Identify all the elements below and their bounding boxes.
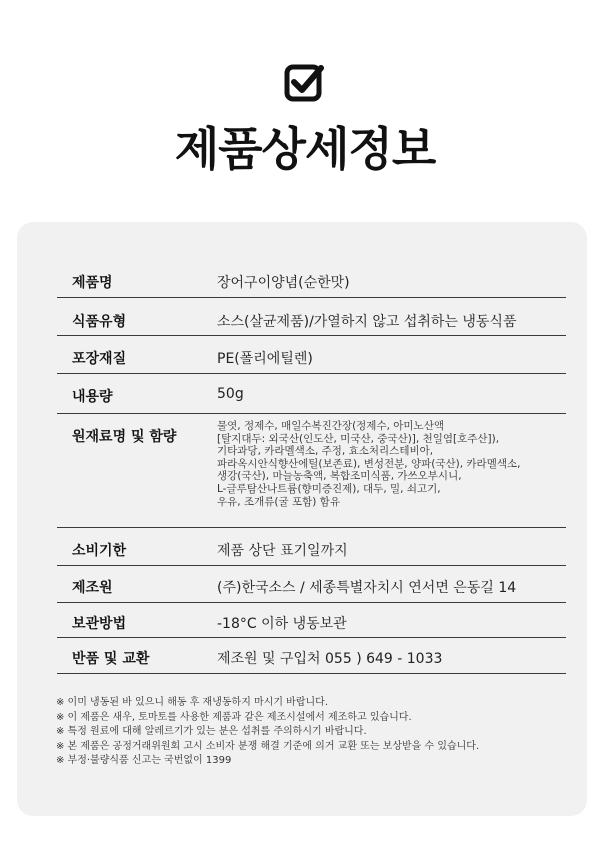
info-row-return-exchange (57, 638, 566, 674)
page-title: 제품상세정보 (174, 122, 436, 176)
ingredients-text (217, 420, 562, 508)
notice-item: ※ 이미 냉동된 바 있으니 해동 후 재냉동하지 마시기 바랍니다. (56, 697, 329, 708)
row-label: 원재료명 및 함량 (72, 429, 177, 445)
row-label: 소비기한 (72, 543, 127, 559)
notice-list (56, 696, 479, 769)
ingredients-line: 파라옥시안식향산에틸(보존료), 변성전분, 양파(국산), 카라멜색소, (217, 457, 521, 470)
notice-item: ※ 특정 원료에 대해 알레르기가 있는 분은 섭취를 주의하시기 바랍니다. (56, 726, 367, 738)
row-label: 식품유형 (72, 314, 127, 330)
info-row-net-content (57, 374, 566, 414)
info-row-expiration (57, 528, 566, 566)
row-label: 보관방법 (72, 616, 127, 632)
row-value: 장어구이양념(순한맛) (217, 275, 350, 291)
ingredients-line: 기타과당, 카라멜색소, 주정, 효소처리스테비아, (217, 445, 434, 458)
ingredients-line: 생강(국산), 마늘농축액, 복합조미식품, 가쓰오부시니, (217, 470, 462, 483)
info-row-manufacturer (57, 566, 566, 603)
row-value: 제품 상단 표기일까지 (217, 543, 348, 559)
info-row-ingredients (57, 414, 566, 528)
notice-item: ※ 이 제품은 새우, 토마토를 사용한 제품과 같은 제조시설에서 제조하고 있습니다. (56, 711, 412, 723)
ingredients-line: 물엿, 정제수, 매일수복진간장(정제수, 아미노산액 (217, 420, 444, 432)
row-value: 제조원 및 구입처 055 ) 649 - 1033 (217, 651, 443, 667)
info-table (57, 260, 566, 674)
row-label: 제품명 (72, 275, 113, 291)
row-label: 반품 및 교환 (72, 651, 150, 667)
product-info-card (17, 222, 587, 816)
row-label: 포장재질 (72, 351, 127, 367)
ingredients-line: L-글루탐산나트륨(향미증진제), 대두, 밀, 쇠고기, (217, 482, 441, 495)
ingredients-line: 우유, 조개류(굴 포함) 함유 (217, 495, 340, 508)
row-value: PE(폴리에틸렌) (217, 351, 313, 367)
notice-item: ※ 본 제품은 공정거래위원회 고시 소비자 분쟁 해결 기준에 의거 교환 또는 보상받을 수 있습니다. (56, 740, 480, 752)
row-value: 50g (217, 386, 244, 402)
info-row-food-type (57, 298, 566, 336)
info-row-packaging (57, 336, 566, 374)
row-label: 제조원 (72, 580, 113, 596)
info-row-storage (57, 603, 566, 638)
row-value: (주)한국소스 / 세종특별자치시 연서면 은동길 14 (217, 580, 517, 596)
row-value: 소스(살균제품)/가열하지 않고 섭취하는 냉동식품 (217, 314, 517, 330)
row-value: -18°C 이하 냉동보관 (217, 616, 347, 632)
info-row-product-name (57, 260, 566, 298)
ingredients-line: [탈지대두: 외국산(인도산, 미국산, 중국산)], 천일염[호주산]), (217, 432, 500, 445)
notice-item: ※ 부정·불량식품 신고는 국번없이 1399 (56, 755, 232, 767)
checkbox-checked-icon (283, 61, 325, 103)
row-label: 내용량 (72, 389, 113, 405)
